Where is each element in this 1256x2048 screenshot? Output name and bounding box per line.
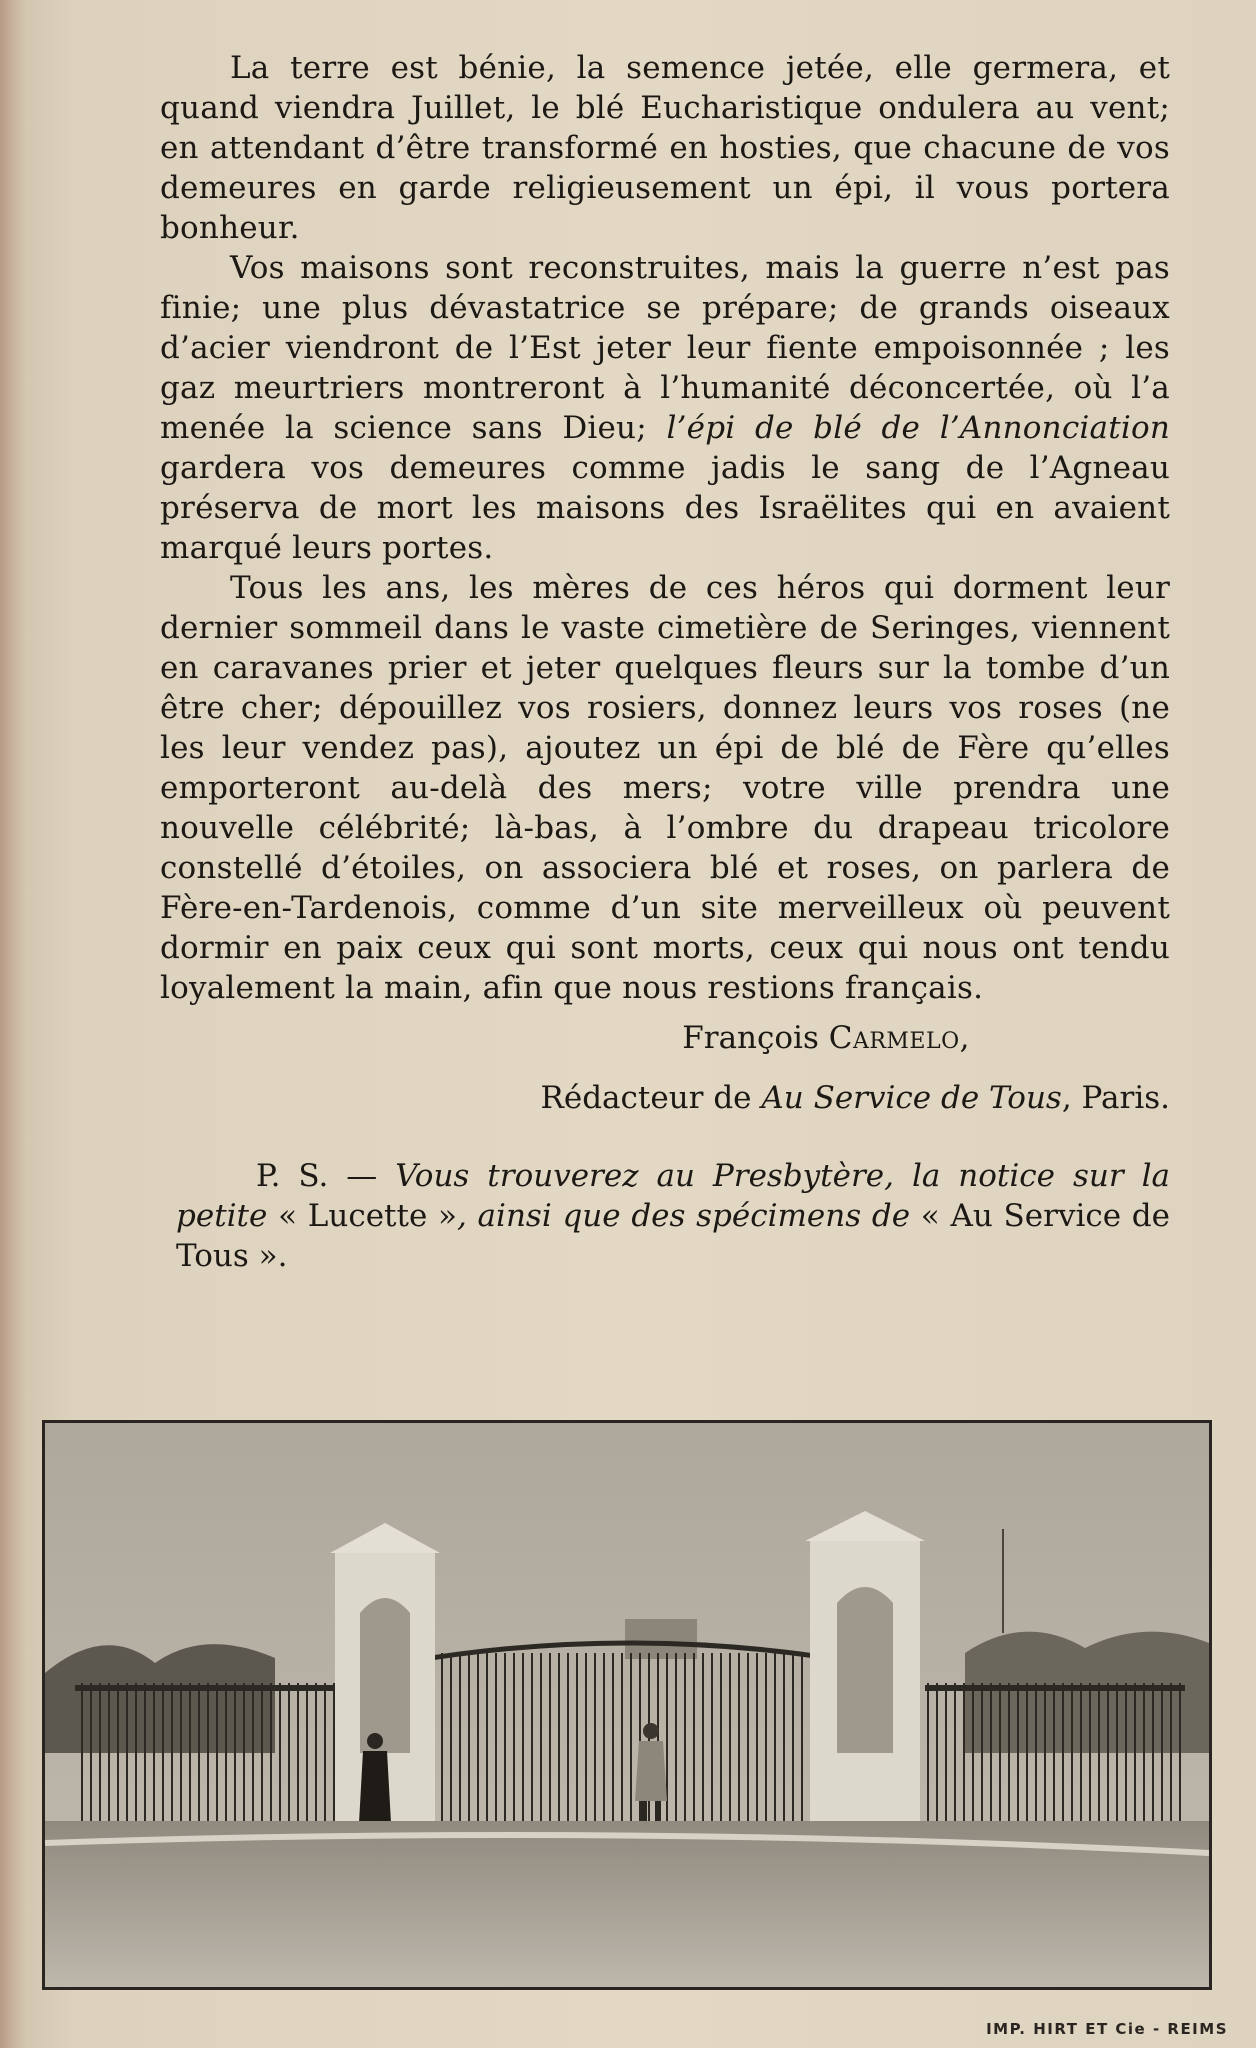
article-body	[160, 48, 1170, 1008]
fence-right	[925, 1683, 1185, 1823]
paragraph-2	[160, 248, 1170, 568]
postscript	[176, 1156, 1170, 1276]
ps-text-2: , ainsi que des spécimens de	[456, 1198, 921, 1234]
paragraph-2-text: Vos maisons sont reconstruites, mais la guerre n’est pas finie; une plus dévastatrice se prépare; de grands oiseaux d’acier viendront de l’Est jeter leur fiente empoisonnée ; les gaz meurtriers montreront à l’humanité déconcertée, où l’a menée la science sans Dieu;	[160, 250, 1170, 446]
signature-name	[160, 1020, 1170, 1056]
printer-imprint: IMP. HIRT ET Cie - REIMS	[986, 2020, 1228, 2038]
annonciation-phrase: l’épi de blé de l’Annonciation	[666, 410, 1170, 446]
role-prefix: Rédacteur de	[540, 1080, 762, 1116]
ps-quote-publication: « Au Service de Tous »	[176, 1198, 1170, 1274]
pillar-right	[805, 1511, 925, 1861]
fence-right-rail	[925, 1685, 1185, 1691]
fence-left-rail	[75, 1685, 335, 1691]
page-edge	[0, 0, 26, 2048]
ps-text-1: Vous trouverez au Presbytère, la notice sur la petite	[176, 1158, 1170, 1234]
ps-end: .	[277, 1238, 288, 1274]
paragraph-2-text-end: gardera vos demeures comme jadis le sang de l’Agneau préserva de mort les maisons des Israëlites qui en avaient marqué leurs portes.	[160, 450, 1170, 566]
cemetery-gate-photo	[42, 1420, 1212, 1990]
paragraph-1: La terre est bénie, la semence jetée, elle germera, et quand viendra Juillet, le blé Eucharistique ondulera au vent; en attendant d’être transformé en hosties, que chacune de vos demeures en garde religieusement un épi, il vous portera bonheur.	[160, 50, 1170, 246]
role-suffix: , Paris.	[1061, 1080, 1170, 1116]
signature-role	[160, 1080, 1170, 1116]
ps-quote-lucette: « Lucette »	[278, 1198, 457, 1234]
paragraph-3: Tous les ans, les mères de ces héros qui dorment leur dernier sommeil dans le vaste cimetière de Seringes, viennent en caravanes prier et jeter quelques fleurs sur la tombe d’un être cher; dépouillez vos rosiers, donnez leurs vos roses (ne les leur vendez pas), ajoutez un épi de blé de Fère qu’elles emporteront au-delà des mers; votre ville prendra une nouvelle célébrité; là-bas, à l’ombre du drapeau tricolore constellé d’étoiles, on associera blé et roses, on parlera de Fère-en-Tardenois, comme d’un site merveilleux où peuvent dormir en paix ceux qui sont morts, ceux qui nous ont tendu loyalement la main, afin que nous restions français.	[160, 570, 1170, 1006]
publication-name: Au Service de Tous	[761, 1080, 1062, 1116]
photo-illustration	[45, 1423, 1209, 1987]
author-first-name: François	[682, 1020, 819, 1056]
author-last-name: Carmelo,	[828, 1020, 970, 1056]
iron-gate	[400, 1653, 860, 1823]
fence-left	[75, 1683, 335, 1823]
ps-label: P. S. —	[256, 1158, 396, 1194]
